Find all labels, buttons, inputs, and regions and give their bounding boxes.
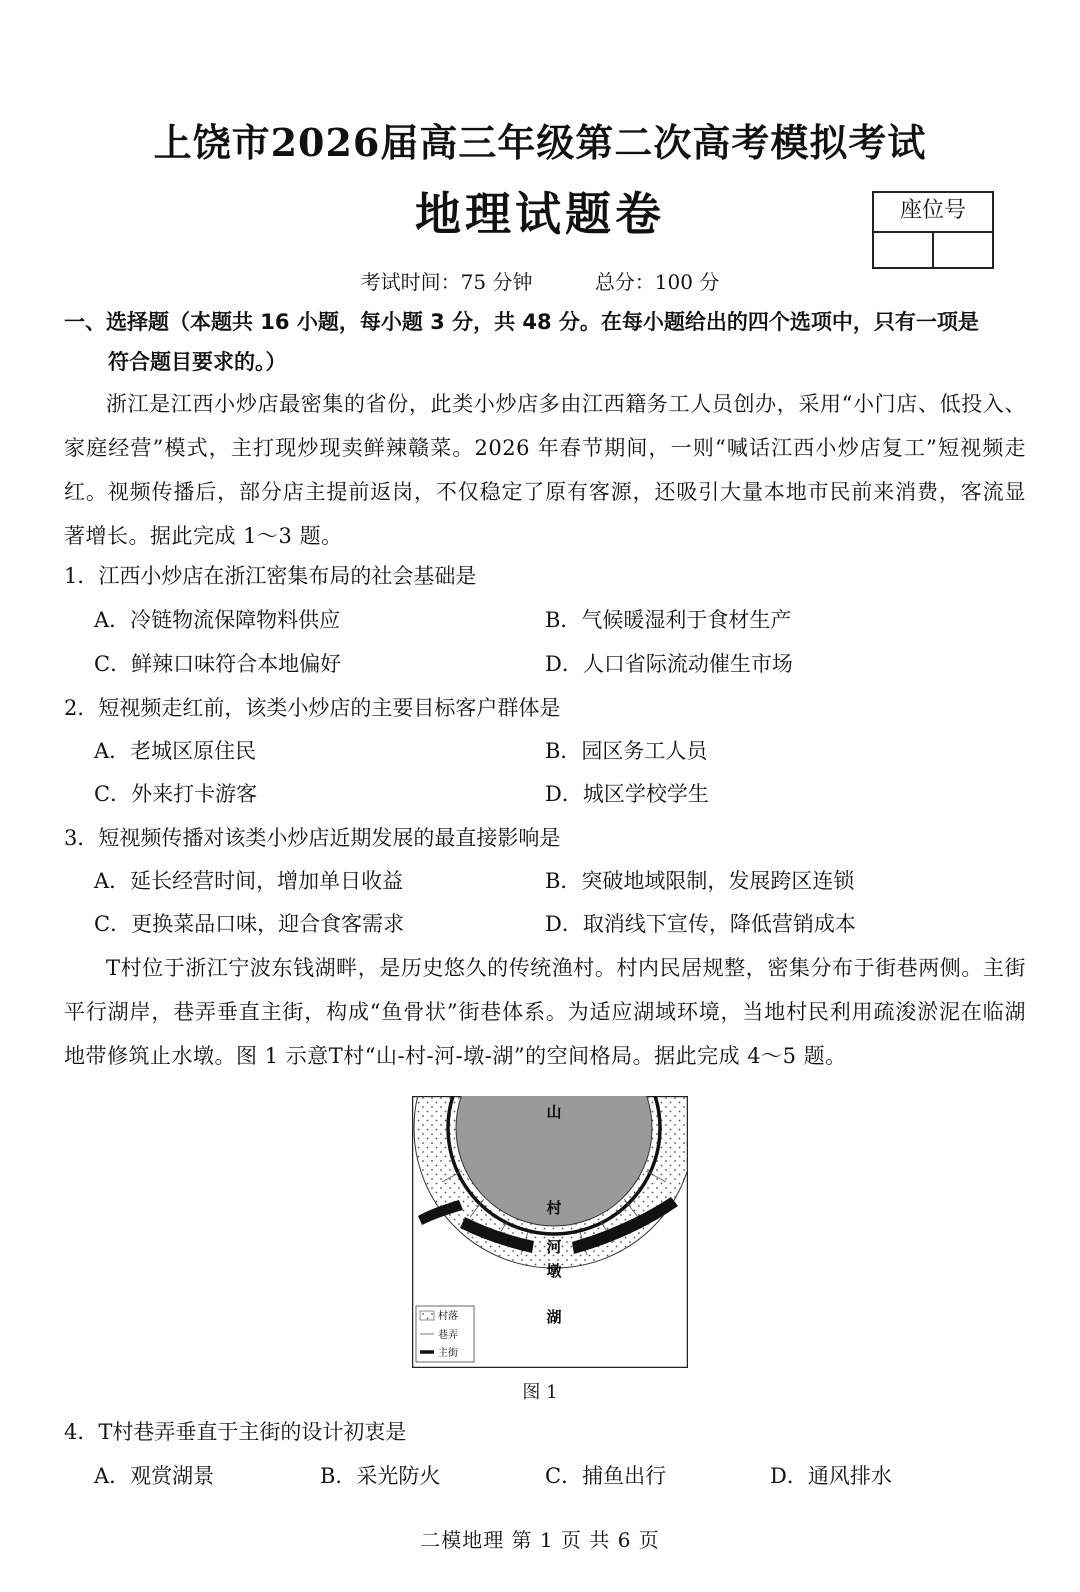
question-4-option-c: C．捕鱼出行 — [545, 1464, 667, 1488]
question-3-option-b: B．突破地域限制，发展跨区连锁 — [545, 869, 855, 893]
seat-number-label: 座位号 — [874, 193, 992, 233]
figure-legend — [416, 1306, 474, 1362]
question-2-option-d: D．城区学校学生 — [545, 782, 709, 806]
section-heading-line2: 符合题目要求的。） — [108, 350, 287, 374]
question-1-stem: 1．江西小炒店在浙江密集布局的社会基础是 — [64, 564, 477, 588]
section-heading — [64, 302, 1034, 382]
question-4-option-b: B．采光防火 — [320, 1464, 441, 1488]
question-1-option-c: C．鲜辣口味符合本地偏好 — [94, 652, 342, 676]
section-heading-line1: 一、选择题（本题共 16 小题，每小题 3 分，共 48 分。在每小题给出的四个选项中，只有一项是 — [64, 310, 979, 334]
figure-1-caption: 图 1 — [522, 1382, 558, 1403]
legend-street-label: 主街 — [438, 1348, 458, 1359]
question-1-option-b: B．气候暖湿利于食材生产 — [545, 608, 792, 632]
question-3-option-d: D．取消线下宣传，降低营销成本 — [545, 912, 856, 936]
legend-village-swatch — [420, 1311, 434, 1320]
label-lake: 湖 — [546, 1308, 562, 1326]
question-2-stem: 2．短视频走红前，该类小炒店的主要目标客户群体是 — [64, 696, 561, 720]
question-3-option-a: A．延长经营时间，增加单日收益 — [94, 869, 404, 893]
question-2-option-b: B．园区务工人员 — [545, 739, 708, 763]
exam-time: 考试时间：75 分钟 — [360, 270, 533, 294]
label-mountain: 山 — [546, 1103, 562, 1121]
legend-village-label: 村落 — [438, 1311, 458, 1322]
question-4-option-a: A．观赏湖景 — [94, 1464, 215, 1488]
seat-number-cells — [874, 233, 992, 269]
passage-2: T村位于浙江宁波东钱湖畔，是历史悠久的传统渔村。村内民居规整，密集分布于街巷两侧。主街平行湖岸，巷弄垂直主街，构成“鱼骨状”街巷体系。为适应湖域环境，当地村民利用疏浚淤泥在临湖地带修筑止水墩。图 1 示意T村“山-村-河-墩-湖”的空间格局。据此完成 4～5 题。 — [64, 956, 1026, 1068]
label-village: 村 — [546, 1199, 562, 1217]
label-river: 河 — [546, 1238, 562, 1256]
exam-info — [0, 266, 1080, 295]
question-2-option-a: A．老城区原住民 — [94, 739, 257, 763]
figure-1-diagram — [412, 1096, 688, 1368]
seat-number-box — [872, 191, 994, 269]
exam-subtitle: 地理试题卷 — [415, 187, 665, 241]
question-4-option-d: D．通风排水 — [770, 1464, 892, 1488]
question-1-option-a: A．冷链物流保障物料供应 — [94, 608, 341, 632]
label-pier: 墩 — [546, 1262, 562, 1280]
page-footer: 二模地理 第 1 页 共 6 页 — [420, 1528, 660, 1552]
exam-title: 上饶市2026届高三年级第二次高考模拟考试 — [153, 120, 927, 165]
question-4-stem: 4．T村巷弄垂直于主街的设计初衷是 — [64, 1420, 407, 1444]
question-3-stem: 3．短视频传播对该类小炒店近期发展的最直接影响是 — [64, 826, 561, 850]
question-3-option-c: C．更换菜品口味，迎合食客需求 — [94, 912, 405, 936]
total-score: 总分：100 分 — [594, 270, 720, 294]
legend-lane-label: 巷弄 — [438, 1330, 458, 1341]
passage-1: 浙江是江西小炒店最密集的省份，此类小炒店多由江西籍务工人员创办，采用“小门店、低投入、家庭经营”模式，主打现炒现卖鲜辣赣菜。2026 年春节期间，一则“喊话江西小炒店复工”短视频走红。视频传播后，部分店主提前返岗，不仅稳定了原有客源，还吸引大量本地市民前来消费，客流显著增长。据此完成 1～3 题。 — [64, 392, 1026, 548]
question-1-option-d: D．人口省际流动催生市场 — [545, 652, 793, 676]
question-2-option-c: C．外来打卡游客 — [94, 782, 258, 806]
